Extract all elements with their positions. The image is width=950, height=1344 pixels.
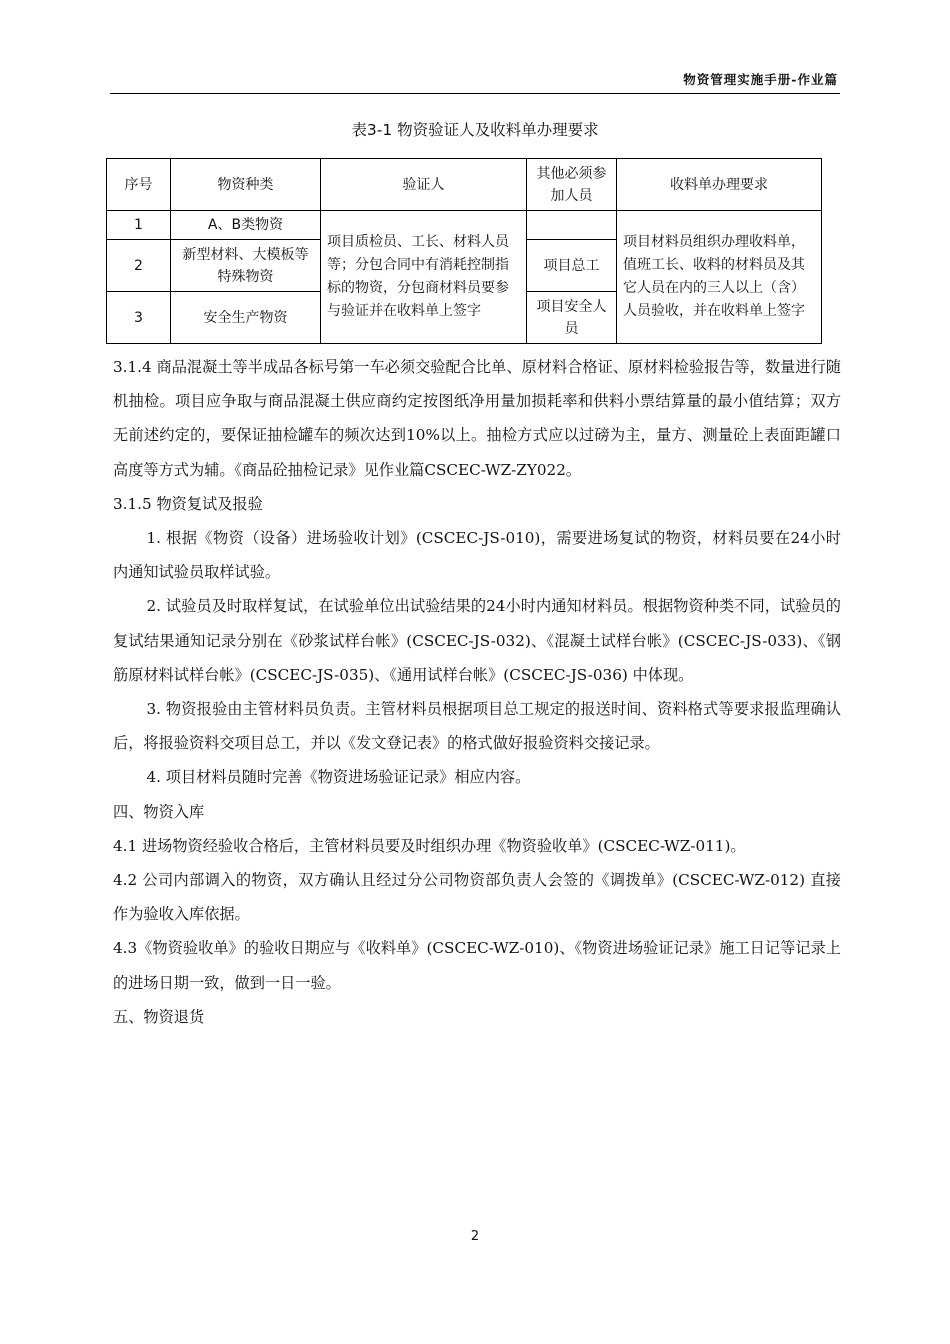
item-3: 3. 物资报验由主管材料员负责。主管材料员根据项目总工规定的报送时间、资料格式等要求报监理确认后，将报验资料交项目总工，并以《发文登记表》的格式做好报验资料交接记录。 — [113, 700, 841, 753]
item-4: 4. 项目材料员随时完善《物资进场验证记录》相应内容。 — [146, 768, 531, 787]
row-type: A、B类物资 — [171, 211, 321, 240]
item-1: 1. 根据《物资（设备）进场验收计划》(CSCEC-JS-010)，需要进场复试的物资，材料员要在24小时内通知试验员取样试验。 — [113, 529, 841, 582]
running-header-title: 物资管理实施手册-作业篇 — [683, 72, 838, 87]
item-2: 2. 试验员及时取样复试，在试验单位出试验结果的24小时内通知材料员。根据物资种类不同，试验员的复试结果通知记录分别在《砂浆试样台帐》(CSCEC-JS-032)、《混凝土试样台帐》(CSCEC-JS-033)、《钢筋原材料试样台帐》(CSCEC-JS-035)、《通用试样台帐》(CSCEC-JS-036) 中体现。 — [113, 597, 841, 684]
header-other: 其他必须参加人员 — [527, 159, 617, 211]
paragraph-4-2: 4.2 公司内部调入的物资，双方确认且经过分公司物资部负责人会签的《调拨单》(CSCEC-WZ-012) 直接作为验收入库依据。 — [113, 871, 841, 924]
header-verifier: 验证人 — [321, 159, 527, 211]
row-other — [527, 211, 617, 240]
paragraph-4-3: 4.3《物资验收单》的验收日期应与《收料单》(CSCEC-WZ-010)、《物资进场验证记录》施工日记等记录上的进场日期一致，做到一日一验。 — [113, 939, 841, 992]
header-no: 序号 — [107, 159, 171, 211]
table-caption: 表3-1 物资验证人及收料单办理要求 — [351, 121, 599, 139]
row-no: 2 — [107, 240, 171, 292]
body-text — [113, 350, 841, 1034]
heading-3-1-5: 3.1.5 物资复试及报验 — [113, 494, 263, 513]
row-type: 安全生产物资 — [171, 292, 321, 344]
header-receipt: 收料单办理要求 — [617, 159, 822, 211]
page-number: 2 — [470, 1229, 480, 1244]
receipt-cell: 项目材料员组织办理收料单，值班工长、收料的材料员及其它人员在内的三人以上（含）人员验收，并在收料单上签字 — [617, 211, 822, 344]
header-rule — [110, 93, 840, 94]
table-header-row — [107, 159, 822, 211]
row-other: 项目总工 — [527, 240, 617, 292]
paragraph-4-1: 4.1 进场物资经验收合格后，主管材料员要及时组织办理《物资验收单》(CSCEC-WZ-011)。 — [113, 836, 746, 855]
row-type: 新型材料、大模板等特殊物资 — [171, 240, 321, 292]
paragraph-3-1-4: 3.1.4 商品混凝土等半成品各标号第一车必须交验配合比单、原材料合格证、原材料检验报告等，数量进行随机抽检。项目应争取与商品混凝土供应商约定按图纸净用量加损耗率和供料小票结算量的最小值结算；双方无前述约定的，要保证抽检罐车的频次达到10%以上。抽检方式应以过磅为主，量方、测量砼上表面距罐口高度等方式为辅。《商品砼抽检记录》见作业篇CSCEC-WZ-ZY022。 — [113, 358, 841, 479]
heading-5: 五、物资退货 — [113, 1007, 205, 1026]
row-no: 1 — [107, 211, 171, 240]
row-no: 3 — [107, 292, 171, 344]
row-other: 项目安全人员 — [527, 292, 617, 344]
header-type: 物资种类 — [171, 159, 321, 211]
requirements-table — [106, 158, 822, 344]
table-row — [107, 211, 822, 240]
heading-4: 四、物资入库 — [113, 802, 205, 821]
verifier-cell: 项目质检员、工长、材料人员等；分包合同中有消耗控制指标的物资，分包商材料员要参与验证并在收料单上签字 — [321, 211, 527, 344]
